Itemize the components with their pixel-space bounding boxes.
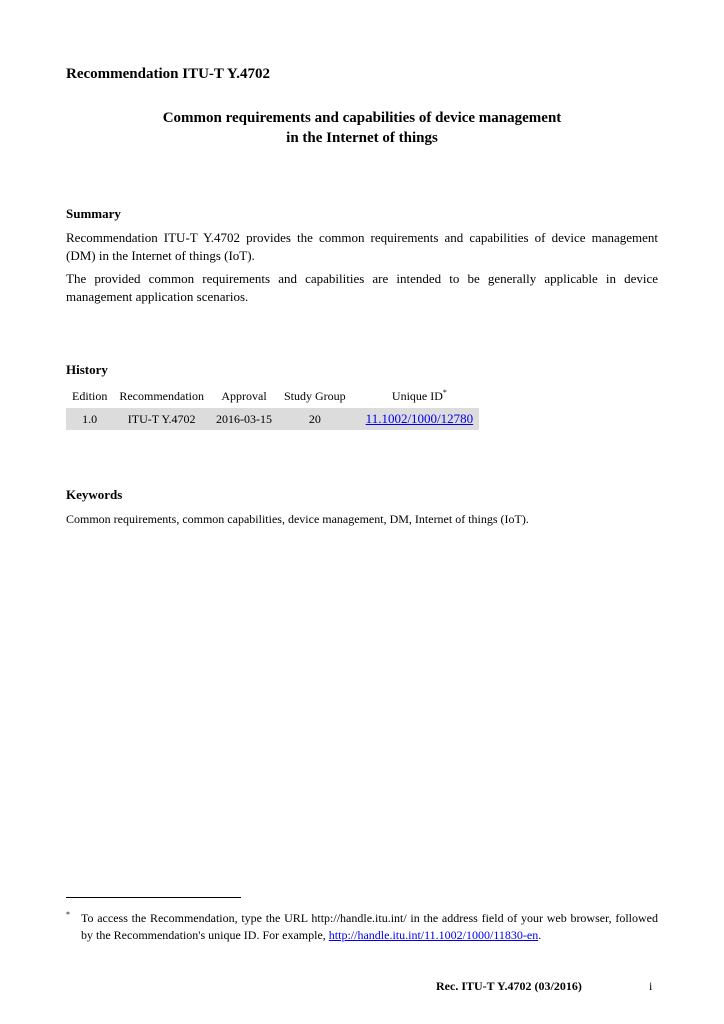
column-header-study-group: Study Group — [284, 388, 346, 403]
column-header-recommendation: Recommendation — [119, 388, 204, 403]
recommendation-heading: Recommendation ITU-T Y.4702 — [66, 66, 271, 82]
footnote-suffix: . — [538, 928, 542, 942]
cell-unique-id — [352, 408, 480, 430]
footnote-marker: * — [66, 910, 70, 919]
footnote-example-link[interactable]: http://handle.itu.int/11.1002/1000/11830-en — [328, 928, 539, 942]
keywords-text: Common requirements, common capabilities, device management, DM, Internet of things (IoT). — [66, 512, 529, 526]
history-heading: History — [66, 362, 108, 377]
page-number: i — [649, 979, 653, 993]
keywords-heading: Keywords — [66, 487, 123, 502]
column-header-edition: Edition — [72, 388, 108, 403]
summary-paragraph-1: Recommendation ITU-T Y.4702 provides the common requirements and capabilities of device management (DM) in the Internet of things (IoT). — [66, 230, 658, 263]
unique-id-label: Unique ID — [391, 389, 443, 403]
history-table — [66, 386, 479, 430]
footnote-text — [81, 910, 658, 944]
footnote-body: To access the Recommendation, type the URL http://handle.itu.int/ in the address field of your web browser, followed by the Recommendation's unique ID. For example, — [81, 911, 658, 942]
cell-edition: 1.0 — [66, 408, 113, 430]
table-row — [66, 408, 479, 430]
cell-study-group: 20 — [278, 408, 352, 430]
title-line-1: Common requirements and capabilities of device management — [162, 110, 562, 126]
column-header-unique-id — [352, 386, 480, 408]
footnote-divider — [66, 897, 241, 898]
unique-id-link[interactable]: 11.1002/1000/12780 — [365, 411, 474, 426]
summary-heading: Summary — [66, 206, 121, 221]
cell-recommendation: ITU-T Y.4702 — [113, 408, 210, 430]
title-line-2: in the Internet of things — [286, 130, 438, 146]
footer-reference: Rec. ITU-T Y.4702 (03/2016) — [436, 979, 582, 993]
footnote-marker-ref: * — [442, 388, 447, 397]
document-title — [66, 108, 658, 148]
cell-approval: 2016-03-15 — [210, 408, 278, 430]
history-header-row — [66, 386, 479, 408]
column-header-approval: Approval — [221, 388, 267, 403]
summary-paragraph-2: The provided common requirements and capabilities are intended to be generally applicable in device management application scenarios. — [66, 271, 658, 304]
